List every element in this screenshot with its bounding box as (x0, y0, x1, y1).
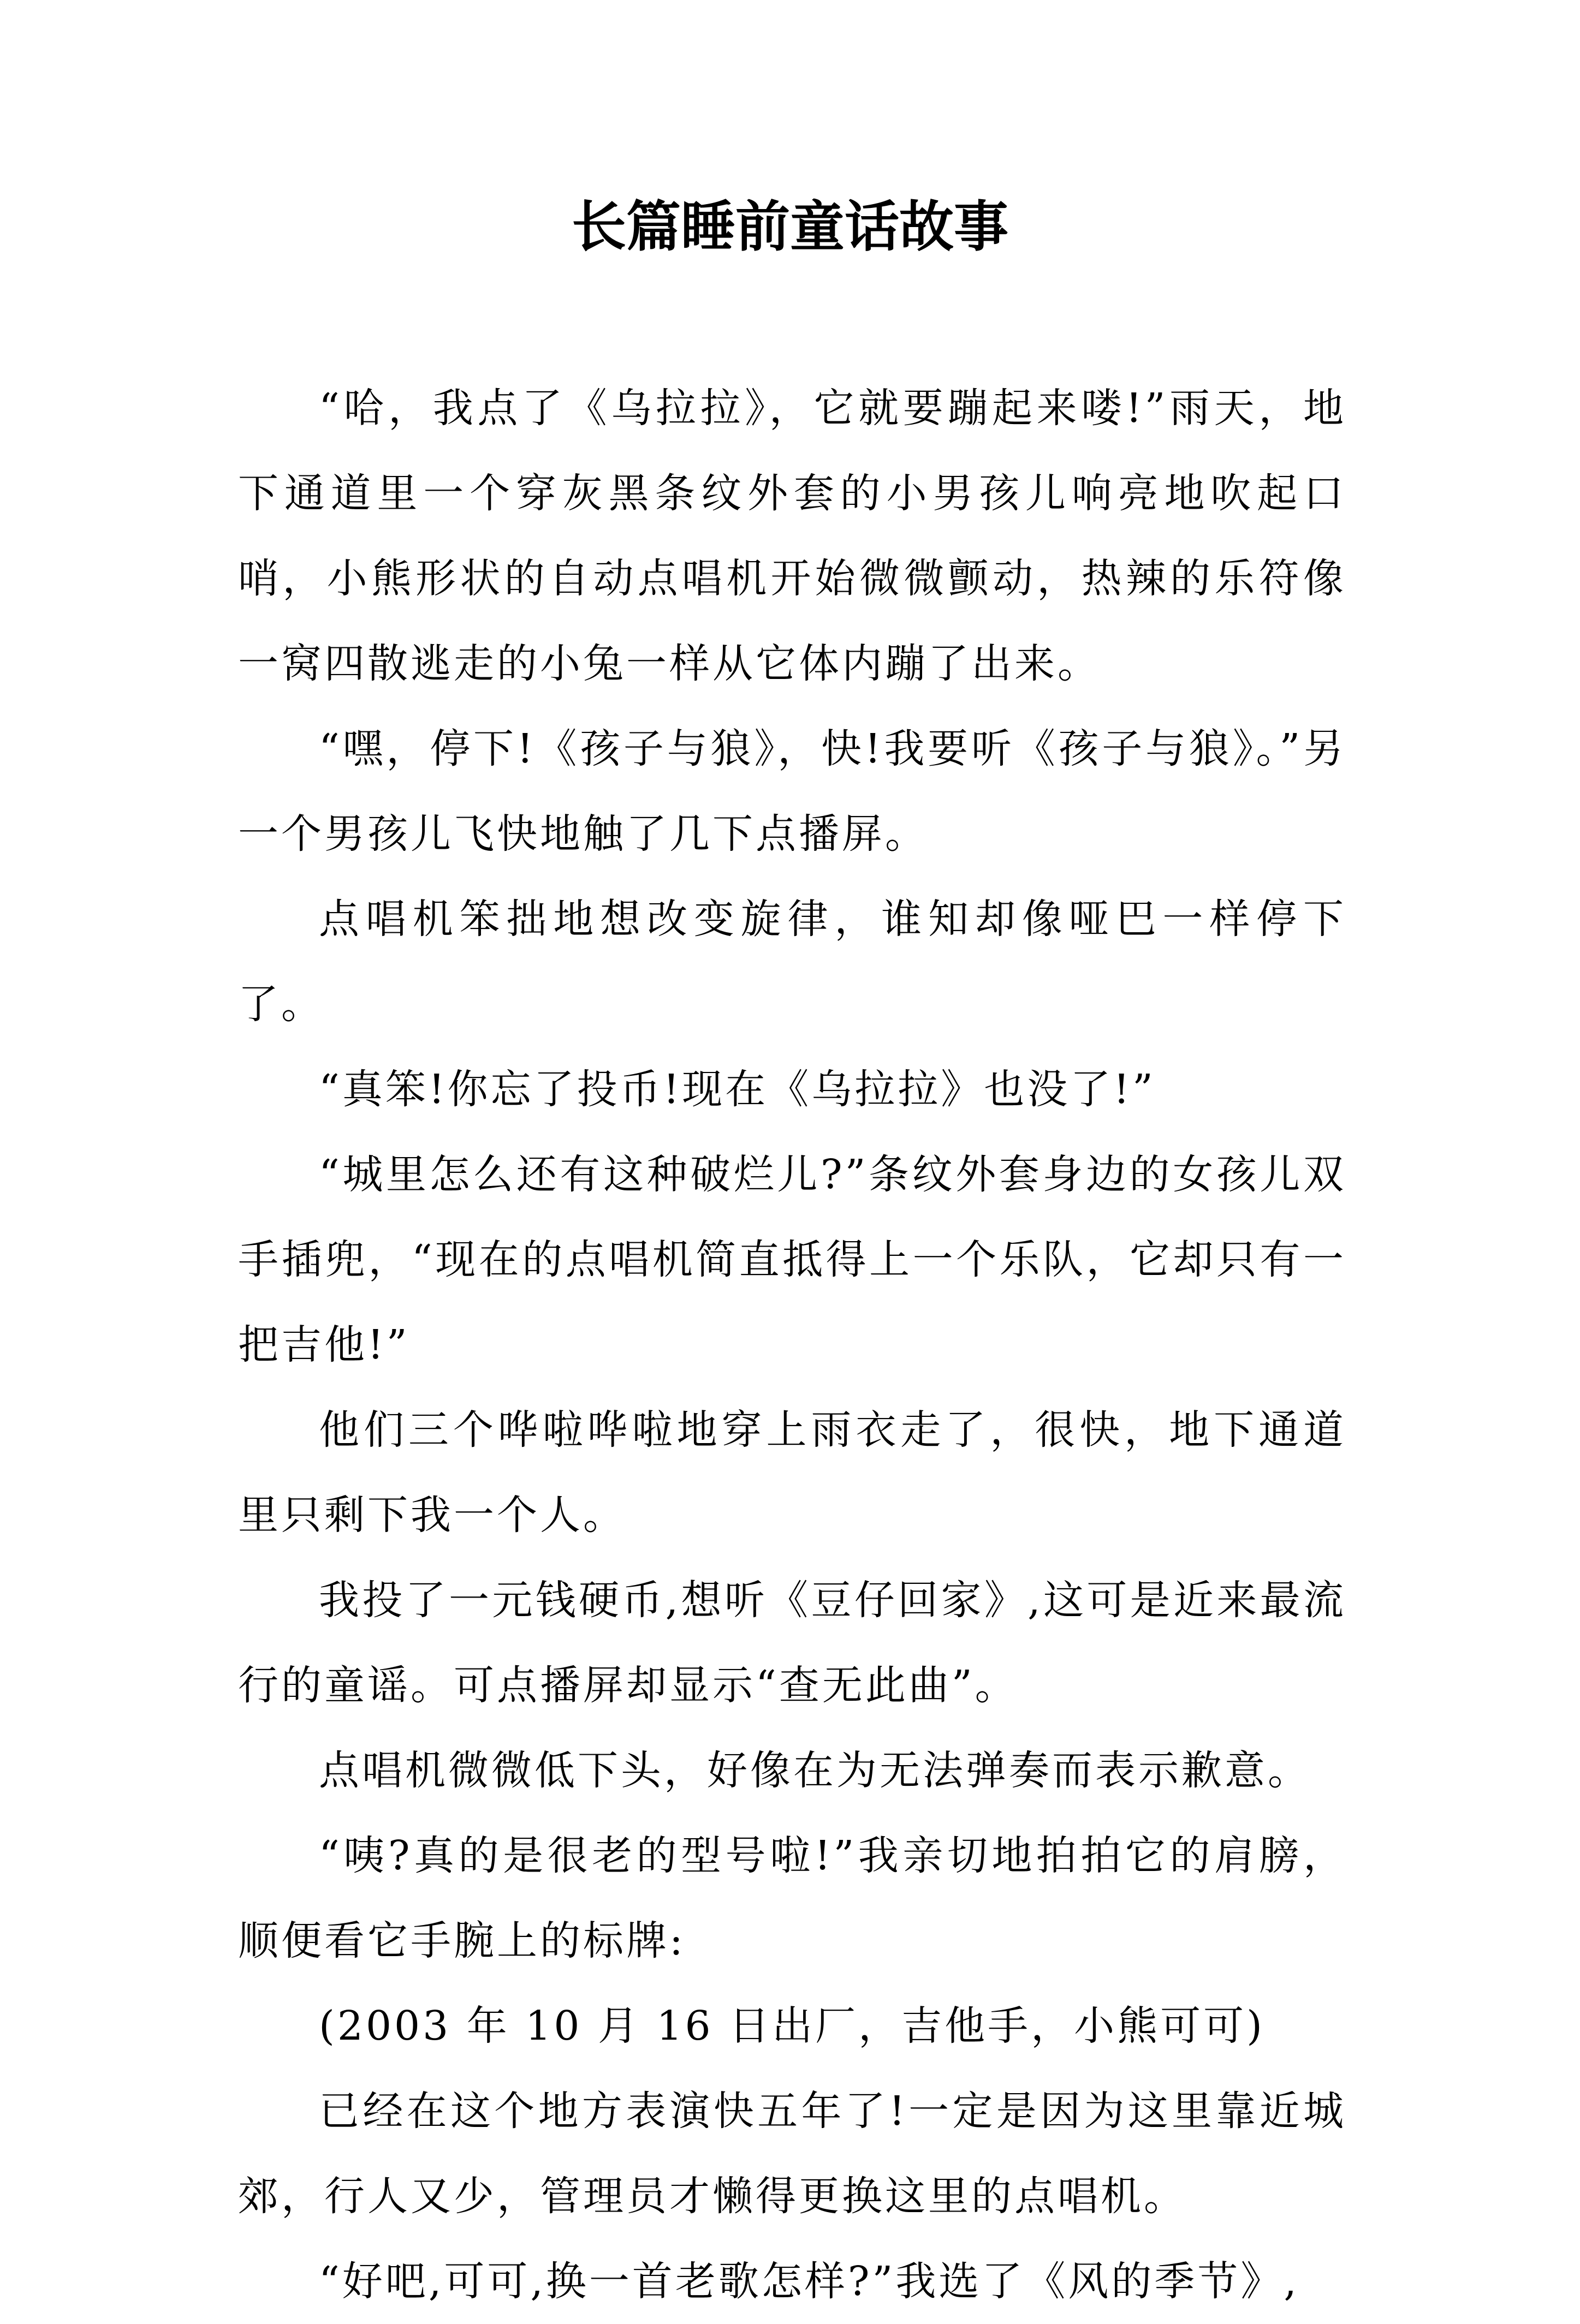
document-body (238, 366, 1346, 2324)
paragraph: “咦?真的是很老的型号啦!”我亲切地拍拍它的肩膀，顺便看它手腕上的标牌: (238, 1832, 1346, 1964)
paragraph: 我投了一元钱硬币,想听《豆仔回家》,这可是近来最流行的童谣。可点播屏却显示“查无此曲”。 (238, 1577, 1346, 1709)
paragraph: “城里怎么还有这种破烂儿?”条纹外套身边的女孩儿双手插兜，“现在的点唱机简直抵得上一个乐队，它却只有一把吉他!” (238, 1151, 1346, 1368)
document-title: 长篇睡前童话故事 (572, 194, 1008, 259)
paragraph: 已经在这个地方表演快五年了!一定是因为这里靠近城郊，行人又少，管理员才懒得更换这里的点唱机。 (238, 2088, 1346, 2220)
paragraph: “好吧,可可,换一首老歌怎样?”我选了《风的季节》, (319, 2258, 1299, 2305)
paragraph: “哈，我点了《乌拉拉》，它就要蹦起来喽!”雨天，地下通道里一个穿灰黑条纹外套的小男孩儿响亮地吹起口哨，小熊形状的自动点唱机开始微微颤动，热辣的乐符像一窝四散逃走的小兔一样从它体内蹦了出来。 (238, 385, 1346, 687)
paragraph: 点唱机微微低下头，好像在为无法弹奏而表示歉意。 (319, 1747, 1311, 1794)
paragraph: 点唱机笨拙地想改变旋律，谁知却像哑巴一样停下了。 (238, 896, 1346, 1028)
paragraph: “嘿，停下!《孩子与狼》，快!我要听《孩子与狼》。”另一个男孩儿飞快地触了几下点播屏。 (238, 725, 1346, 857)
paragraph: (2003 年 10 月 16 日出厂，吉他手，小熊可可) (319, 2003, 1265, 2049)
paragraph: “真笨!你忘了投币!现在《乌拉拉》也没了!” (319, 1066, 1156, 1113)
paragraph: 他们三个哗啦哗啦地穿上雨衣走了，很快，地下通道里只剩下我一个人。 (238, 1407, 1346, 1539)
